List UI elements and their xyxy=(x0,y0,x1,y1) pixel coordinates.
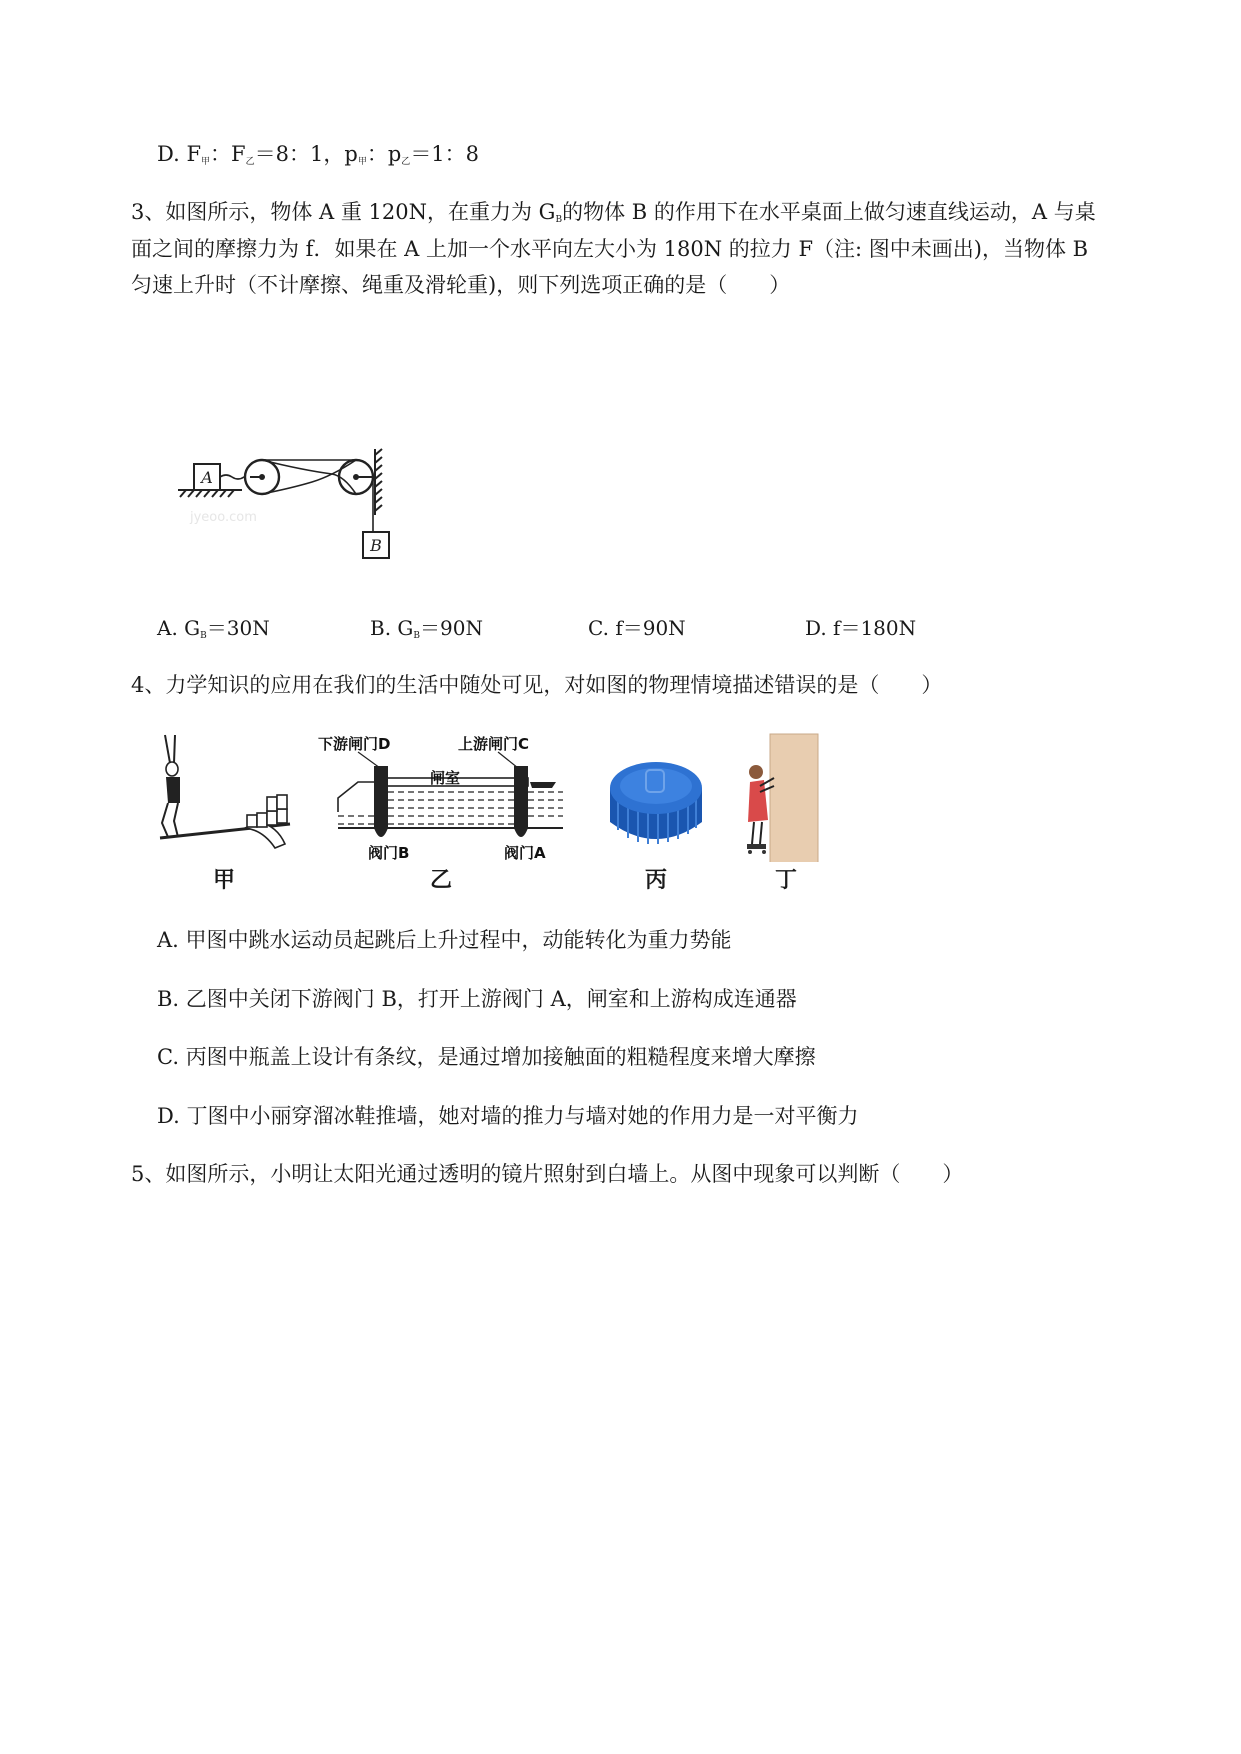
valve-a-label: 阀门A xyxy=(504,844,546,862)
bottle-cap-figure xyxy=(606,760,706,852)
option-label: D. xyxy=(157,142,180,166)
q3-stem-line-2: 面之间的摩擦力为 f．如果在 A 上加一个水平向左大小为 180N 的拉力 F（注: 图中未画出)，当物体 B xyxy=(131,237,1089,261)
valve-b-label: 阀门B xyxy=(368,844,410,862)
caption-ding: 丁 xyxy=(775,868,798,893)
watermark: jyeoo.com xyxy=(190,510,257,525)
wall xyxy=(375,449,382,515)
q3-stem-line-3: 匀速上升时（不计摩擦、绳重及滑轮重)，则下列选项正确的是（ ） xyxy=(131,273,791,297)
gate-d xyxy=(374,766,388,828)
girl-wall-figure xyxy=(744,732,820,862)
q5-stem: 5、如图所示，小明让太阳光通过透明的镜片照射到白墙上。从图中现象可以判断（ ） xyxy=(131,1162,964,1186)
chamber-label: 闸室 xyxy=(430,769,461,787)
gate-c xyxy=(514,766,528,828)
q4-stem: 4、力学知识的应用在我们的生活中随处可见，对如图的物理情境描述错误的是（ ） xyxy=(131,673,943,697)
q3-option-c[interactable]: C. f＝90N xyxy=(588,616,686,640)
upstream-gate-label: 上游闸门C xyxy=(458,735,530,753)
q3-stem-line-1: 3、如图所示，物体 A 重 120N，在重力为 $G_B$的物体 B 的作用下在水平桌面上做匀速直线运动，A 与桌 xyxy=(131,200,1096,225)
q4-option-d[interactable]: D. 丁图中小丽穿溜冰鞋推墙，她对墙的推力与墙对她的作用力是一对平衡力 xyxy=(157,1104,859,1128)
caption-yi: 乙 xyxy=(430,868,453,893)
caption-bing: 丙 xyxy=(645,868,668,893)
diver-figure xyxy=(150,733,295,863)
caption-jia: 甲 xyxy=(213,868,236,893)
water xyxy=(338,792,563,824)
q2-option-d: D. $F_甲$：$F_乙=8$：1，$p_甲$：$p_乙=1$：8 xyxy=(157,142,480,167)
downstream-gate-label: 下游闸门D xyxy=(318,735,391,753)
q4-option-c[interactable]: C. 丙图中瓶盖上设计有条纹，是通过增加接触面的粗糙程度来增大摩擦 xyxy=(157,1045,816,1069)
pulley-figure xyxy=(170,445,400,570)
ship-lock-figure xyxy=(318,732,568,864)
q4-option-b[interactable]: B. 乙图中关闭下游阀门 B，打开上游阀门 A，闸室和上游构成连通器 xyxy=(157,987,797,1011)
block-b-label: B xyxy=(370,536,382,555)
q3-option-a[interactable]: A. $G_B=30N$ xyxy=(157,616,270,641)
q4-option-a[interactable]: A. 甲图中跳水运动员起跳后上升过程中，动能转化为重力势能 xyxy=(157,928,732,952)
block-a-label: A xyxy=(201,468,213,487)
q3-option-b[interactable]: B. $G_B=90N$ xyxy=(370,616,483,641)
q3-option-d[interactable]: D. f＝180N xyxy=(805,616,917,640)
table-surface xyxy=(178,490,242,497)
wall-panel xyxy=(770,734,818,862)
